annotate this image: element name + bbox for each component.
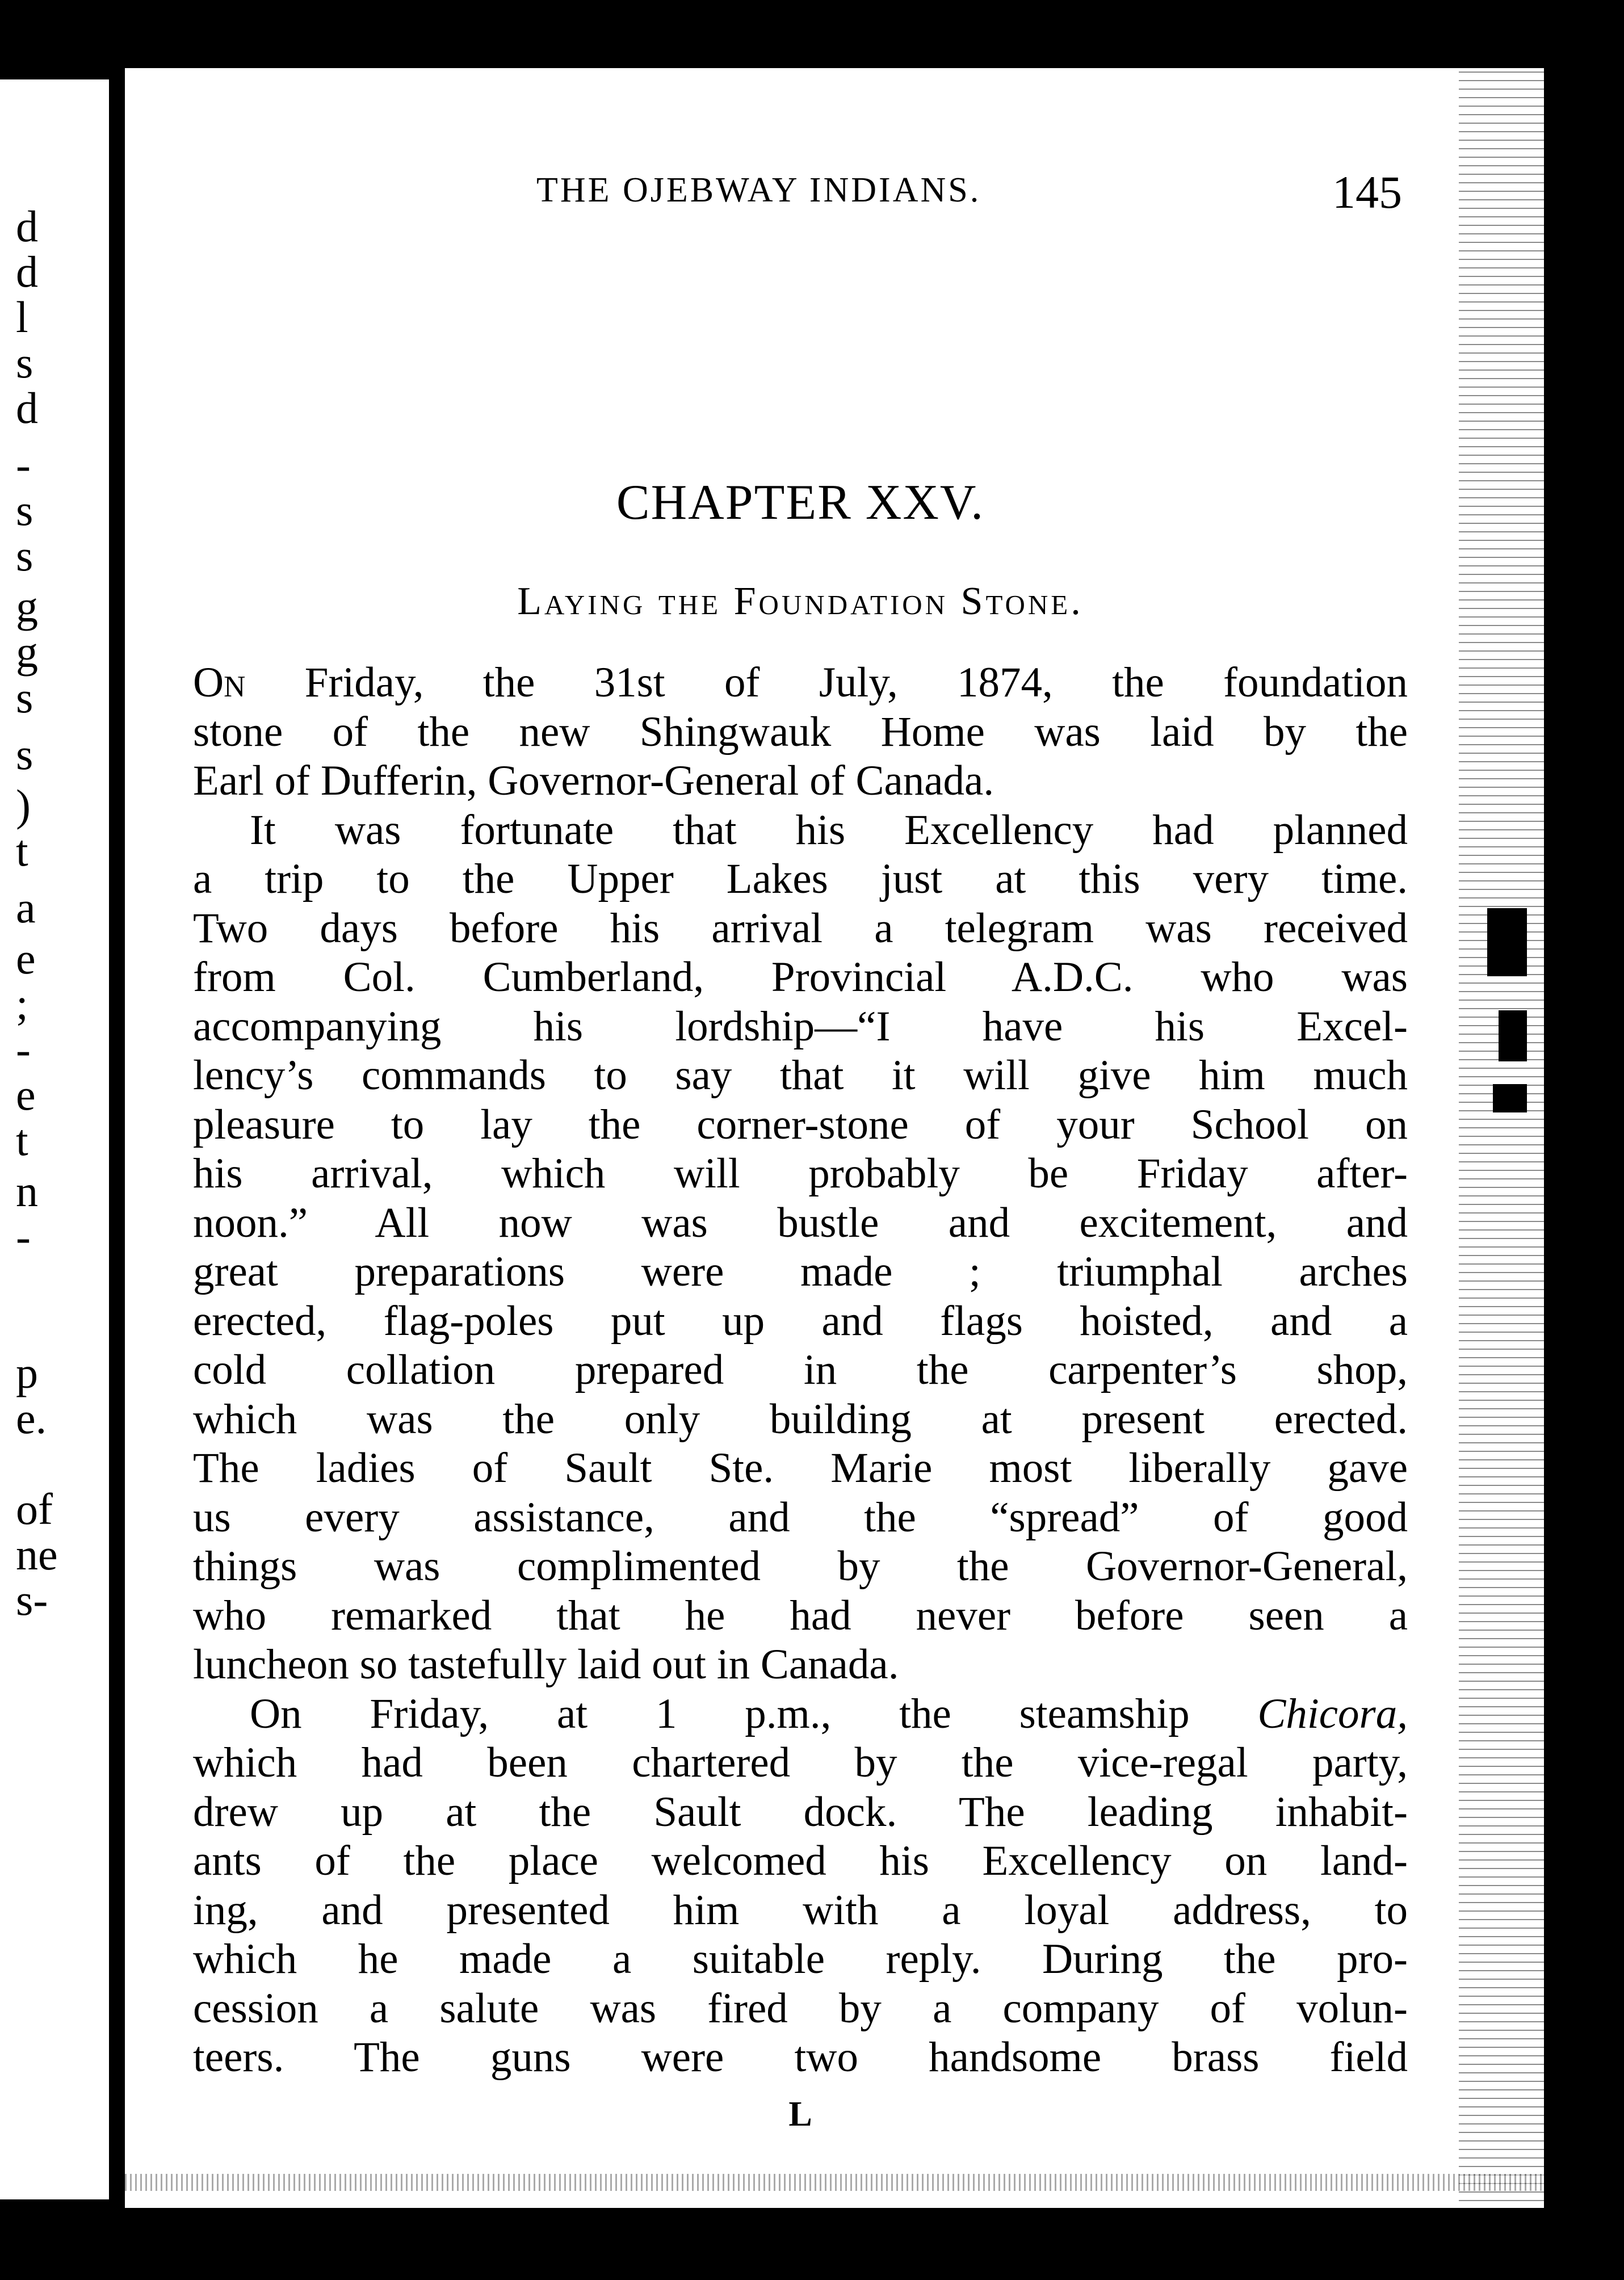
previous-page-fragment: g: [16, 582, 38, 631]
previous-page-fragment: d: [16, 383, 38, 433]
text-line: stone of the new Shingwauk Home was laid by the: [193, 708, 1408, 755]
text-line: noon.” All now was bustle and excitement, and: [193, 1199, 1408, 1246]
previous-page-fragment: ): [16, 780, 31, 830]
book-gutter: [109, 57, 125, 2214]
text-line: a trip to the Upper Lakes just at this very time.: [193, 855, 1408, 902]
previous-page-fragment: e: [16, 1070, 36, 1119]
previous-page-fragment: g: [16, 627, 38, 677]
previous-page-fragment: p: [16, 1348, 38, 1397]
previous-page-fragment: l: [16, 292, 28, 342]
ship-name: Chicora,: [1257, 1690, 1408, 1737]
drop-word: On: [193, 659, 246, 706]
text-line: Earl of Dufferin, Governor-General of Canada.: [193, 757, 994, 804]
previous-page-fragment: s: [16, 729, 33, 779]
text-line: things was complimented by the Governor-General,: [193, 1543, 1408, 1590]
text-line: us every assistance, and the “spread” of good: [193, 1493, 1408, 1541]
text-line: It was fortunate that his Excellency had planned: [250, 806, 1408, 854]
text-line: teers. The guns were two handsome brass field: [193, 2034, 1408, 2081]
text-line: The ladies of Sault Ste. Marie most liberally gave: [193, 1445, 1408, 1492]
previous-page-fragment: -: [16, 1024, 31, 1074]
page-number: 145: [1332, 166, 1402, 218]
previous-page-fragment: e.: [16, 1393, 47, 1443]
text-line: his arrival, which will probably be Friday after-: [193, 1150, 1408, 1197]
previous-page-fragment: s: [16, 673, 33, 722]
previous-page-fragment: t: [16, 1115, 28, 1165]
previous-page-fragment: s: [16, 531, 33, 580]
running-head-title: THE OJEBWAY INDIANS.: [536, 171, 981, 209]
previous-page-fragment: d: [16, 247, 38, 296]
text-line-start: On Friday, at 1 p.m., the steamship: [250, 1690, 1258, 1737]
previous-page-fragment: ;: [16, 979, 28, 1028]
previous-page-fragment: -: [16, 440, 31, 489]
text-line: ants of the place welcomed his Excellency on land-: [193, 1837, 1408, 1884]
previous-page-fragment: a: [16, 883, 36, 932]
text-line: pleasure to lay the corner-stone of your School on: [193, 1101, 1408, 1148]
page-edge-mark: [1493, 1084, 1527, 1112]
previous-page-fragment: t: [16, 826, 28, 875]
previous-page-fragment: s-: [16, 1575, 48, 1624]
signature-mark: L: [788, 2095, 812, 2134]
text-line: ing, and presented him with a loyal address, to: [193, 1886, 1408, 1934]
text-line: cold collation prepared in the carpenter’s shop,: [193, 1346, 1408, 1393]
previous-page-fragment: d: [16, 201, 38, 251]
text-line: cession a salute was fired by a company of volun-: [193, 1984, 1408, 2032]
page-edge-texture: [1459, 68, 1544, 2208]
previous-page-fragment: ne: [16, 1530, 58, 1579]
running-head: [193, 166, 1408, 227]
chapter-subtitle: Laying the Foundation Stone.: [517, 580, 1084, 623]
previous-page-fragment: s: [16, 485, 33, 535]
previous-page-strip: [0, 79, 109, 2199]
page-edge-mark: [1487, 908, 1527, 976]
previous-page-fragment: n: [16, 1166, 38, 1216]
previous-page-fragment: -: [16, 1212, 31, 1261]
text-line: luncheon so tastefully laid out in Canada.: [193, 1641, 899, 1688]
text-line: [193, 1690, 1408, 1739]
book-page: [125, 68, 1544, 2208]
previous-page-fragment: e: [16, 934, 36, 983]
text-line: erected, flag-poles put up and flags hoisted, and a: [193, 1297, 1408, 1345]
text-line: Two days before his arrival a telegram was received: [193, 904, 1408, 952]
text-line: accompanying his lordship—“I have his Excel-: [193, 1002, 1408, 1050]
chapter-title: CHAPTER XXV.: [616, 475, 985, 530]
text-line: from Col. Cumberland, Provincial A.D.C. who was: [193, 954, 1408, 1001]
text-line: On Friday, the 31st of July, 1874, the foundation: [193, 659, 1408, 706]
text-line: which had been chartered by the vice-regal party,: [193, 1739, 1408, 1786]
text-line: lency’s commands to say that it will give him much: [193, 1052, 1408, 1099]
text-line: great preparations were made ; triumphal arches: [193, 1248, 1408, 1295]
previous-page-fragment: of: [16, 1484, 53, 1534]
previous-page-fragment: s: [16, 338, 33, 387]
body-text: [193, 658, 1408, 2082]
page-edge-mark: [1499, 1010, 1527, 1061]
text-line: who remarked that he had never before seen a: [193, 1592, 1408, 1639]
text-line: which was the only building at present erected.: [193, 1395, 1408, 1443]
text-line: drew up at the Sault dock. The leading inhabit-: [193, 1788, 1408, 1836]
text-line: which he made a suitable reply. During the pro-: [193, 1935, 1408, 1983]
page-bottom-edge: [125, 2174, 1544, 2191]
